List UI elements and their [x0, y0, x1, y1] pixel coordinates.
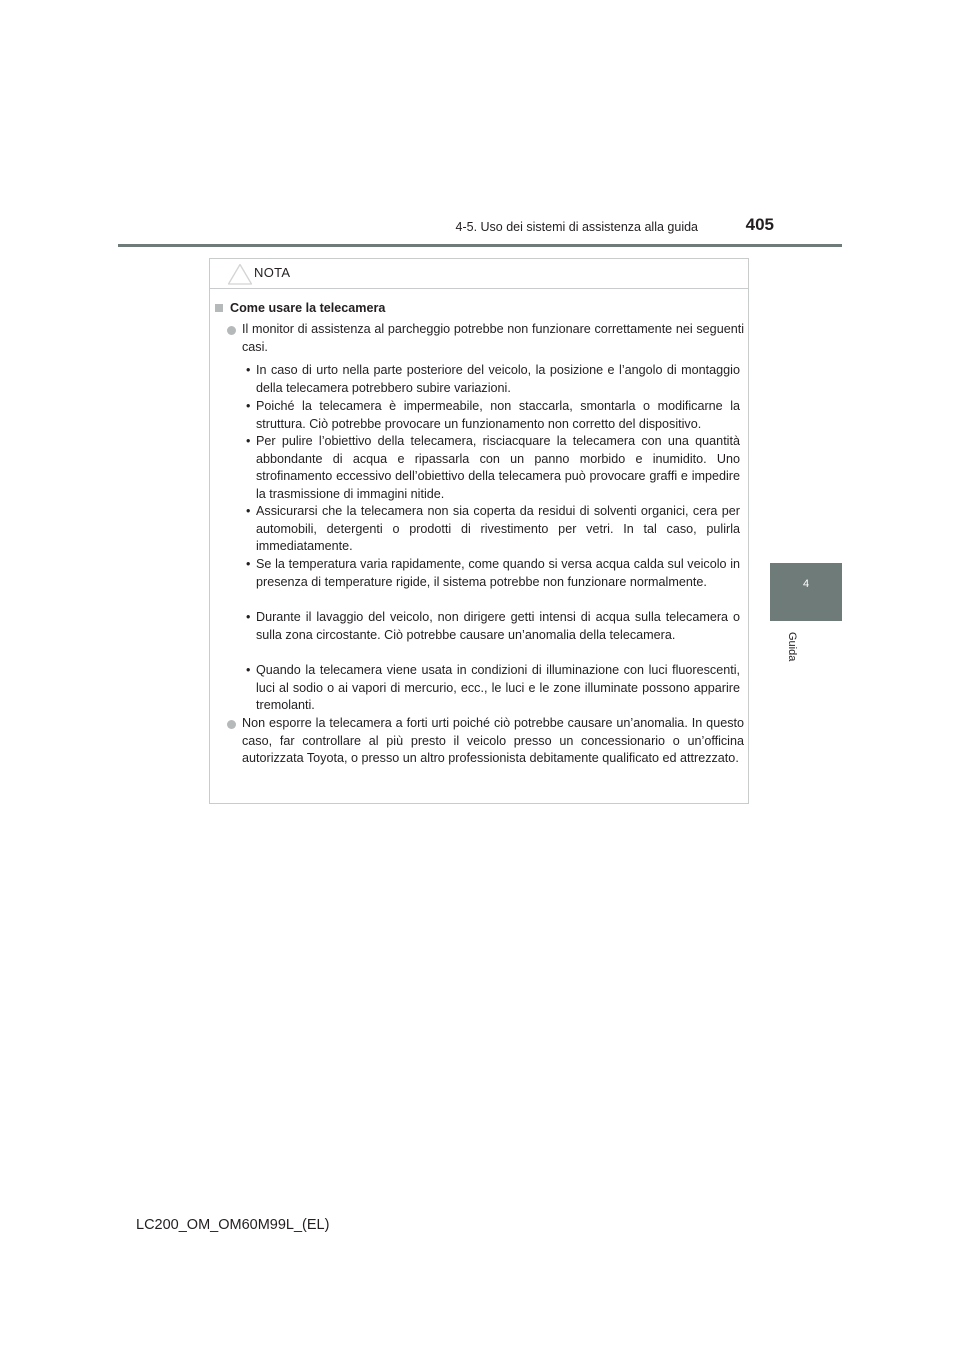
notice-header — [210, 259, 748, 289]
bullet-item: • Poiché la telecamera è impermeabile, non staccarla, smontarla o modificarne la struttura. Ciò potrebbe provocare un funzionamento non corretto del dispositivo. — [246, 399, 740, 431]
square-bullet-icon — [215, 304, 223, 312]
bullet-item: • Quando la telecamera viene usata in condizioni di illuminazione con luci fluorescenti, luci al sodio o ai vapori di mercurio, ecc., le luci e le zone illuminate possono apparire tremolanti. — [246, 663, 740, 713]
circle-bullet-icon — [227, 720, 236, 729]
page-number: 405 — [745, 215, 774, 234]
document-code: LC200_OM_OM60M99L_(EL) — [136, 1217, 330, 1233]
notice-item-text: Il monitor di assistenza al parcheggio potrebbe non funzionare correttamente nei seguenti casi. — [242, 322, 744, 354]
notice-item-text: Non esporre la telecamera a forti urti poiché ciò potrebbe causare un’anomalia. In questo caso, far controllare al più presto il veicolo presso un concessionario o un’officina autorizzata Toyota, o presso un altro professionista debitamente qualificato ed attrezzato. — [242, 716, 744, 766]
chapter-label: Guida — [786, 632, 798, 662]
notice-box — [209, 258, 749, 804]
notice-title: NOTA — [254, 265, 291, 280]
bullet-item: • In caso di urto nella parte posteriore del veicolo, la posizione e l’angolo di montaggio della telecamera potrebbero subire variazioni. — [246, 363, 740, 395]
section-title: 4-5. Uso dei sistemi di assistenza alla guida — [455, 220, 698, 234]
header-rule — [118, 244, 842, 247]
warning-triangle-icon — [227, 263, 253, 285]
bullet-item: • Assicurarsi che la telecamera non sia coperta da residui di solventi organici, cera per automobili, detergenti o prodotti di rivestimento per vetri. In tal caso, pulirla immediatamente. — [246, 504, 740, 554]
bullet-item: • Durante il lavaggio del veicolo, non dirigere getti intensi di acqua sulla telecamera o sulla zona circostante. Ciò potrebbe causare un’anomalia della telecamera. — [246, 610, 740, 642]
bullet-item: • Se la temperatura varia rapidamente, come quando si versa acqua calda sul veicolo in presenza di temperature rigide, il sistema potrebbe non funzionare normalmente. — [246, 557, 740, 589]
circle-bullet-icon — [227, 326, 236, 335]
chapter-number: 4 — [802, 578, 810, 590]
bullet-item: • Per pulire l’obiettivo della telecamera, risciacquare la telecamera con una quantità abbondante di acqua e ripassarla con un panno morbido e inumidito. Uno strofinamento eccessivo dell’obiettivo della telecamera può provocare graffi e impedire la trasmissione di immagini nitide. — [246, 434, 740, 501]
notice-heading: Come usare la telecamera — [215, 300, 385, 318]
chapter-tab — [770, 563, 842, 621]
